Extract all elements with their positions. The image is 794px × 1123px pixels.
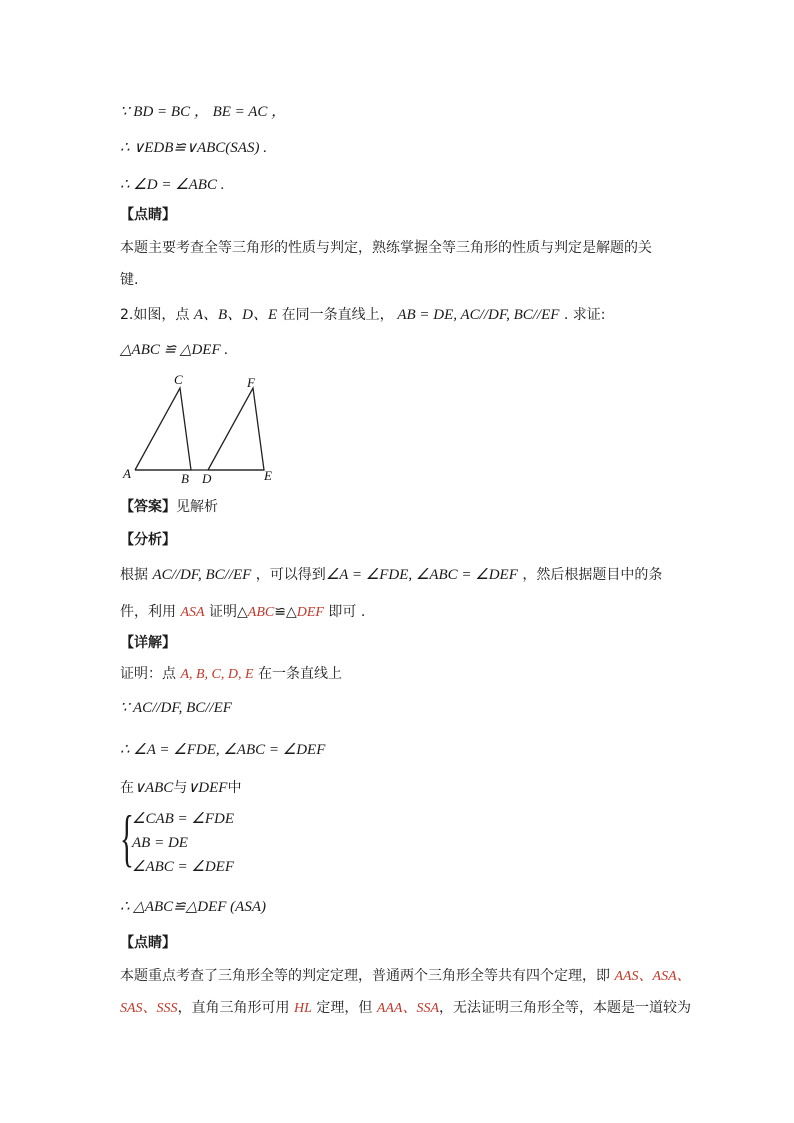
heading-dianjing-2: 【点睛】 <box>120 935 176 951</box>
line-proof-3: ∴ ∠A = ∠FDE, ∠ABC = ∠DEF <box>120 742 326 758</box>
analysis-done: 即可 . <box>323 604 366 620</box>
problem-points: A、B、D、E <box>193 307 278 323</box>
line-analysis-2 <box>120 602 365 623</box>
line-proof-conclusion: ∴ △ABC≌△DEF (ASA) <box>120 899 266 915</box>
line-analysis-1 <box>120 565 662 585</box>
summary-2-aaa-ssa: AAA、SSA <box>376 1001 440 1016</box>
answer-text: 见解析 <box>176 499 218 515</box>
analysis-def: DEF <box>296 605 324 620</box>
analysis-use: 件，利用 <box>120 604 181 620</box>
problem-prove: . 求证: <box>559 307 606 323</box>
line-proof-1 <box>120 664 342 685</box>
proof-in: 在 <box>120 780 134 796</box>
line-congruence-sas: ∴ ∨EDB≌∨ABC(SAS) . <box>120 140 267 156</box>
analysis-then: ，然后根据题目中的条 <box>517 567 663 583</box>
summary-2-sas-sss: SAS、SSS <box>120 1001 178 1016</box>
analysis-abc: ABC <box>247 605 275 620</box>
line-answer <box>120 497 218 517</box>
problem-intro: 2.如图，点 <box>120 307 194 323</box>
analysis-get: ，可以得到 <box>251 567 326 583</box>
line-summary-2-cont <box>120 998 691 1019</box>
analysis-cong: ≌△ <box>274 604 297 620</box>
label-c: C <box>174 372 183 387</box>
proof-collinear: 在一条直线上 <box>253 666 343 682</box>
problem-conditions: AB = DE, AC//DF, BC//EF <box>393 307 560 323</box>
system-brace: { <box>120 802 134 873</box>
proof-tri-def: ∨DEF <box>187 780 228 796</box>
proof-tri-abc: ∨ABC <box>134 780 174 796</box>
system-row-1: ∠CAB = ∠FDE <box>132 811 235 827</box>
proof-intro: 证明：点 <box>120 666 181 682</box>
triangle-abc <box>135 388 191 470</box>
line-angle-conclusion: ∴ ∠D = ∠ABC . <box>120 177 225 193</box>
heading-answer: 【答案】 <box>120 499 176 515</box>
label-b: B <box>181 471 189 486</box>
line-problem-2 <box>120 305 606 325</box>
heading-analysis: 【分析】 <box>120 532 176 548</box>
label-e: E <box>264 468 272 483</box>
problem-text: 在同一条直线上， <box>277 307 394 323</box>
summary-2-hl: HL <box>294 1001 312 1016</box>
summary-2-text: 本题重点考查了三角形全等的判定定理，普通两个三角形全等共有四个定理，即 <box>120 968 615 984</box>
line-summary-1-cont: 键. <box>120 272 139 288</box>
line-prove-target: △ABC ≌ △DEF . <box>120 342 229 358</box>
triangle-def <box>208 388 264 470</box>
line-proof-2: ∵ AC//DF, BC//EF <box>120 700 232 716</box>
summary-2-theorems: AAS、ASA、 <box>614 969 691 984</box>
line-summary-1: 本题主要考查全等三角形的性质与判定，熟练掌握全等三角形的性质与判定是解题的关 <box>120 240 652 256</box>
summary-2-right: ，直角三角形可用 <box>177 1000 295 1016</box>
proof-and: 与 <box>173 780 188 796</box>
triangle-figure <box>118 370 288 488</box>
analysis-parallel: AC//DF, BC//EF <box>152 567 252 583</box>
analysis-prove: 证明△ <box>204 604 248 620</box>
line-given-bd-bc: ∵ BD = BC ， BE = AC ， <box>120 104 287 120</box>
equation-system <box>120 802 320 878</box>
analysis-intro: 根据 <box>120 567 153 583</box>
label-d: D <box>202 471 212 486</box>
heading-detail: 【详解】 <box>120 635 176 651</box>
heading-dianjing-1: 【点睛】 <box>120 207 176 223</box>
line-proof-4 <box>120 778 241 798</box>
summary-2-but: 定理，但 <box>311 1000 377 1016</box>
proof-points: A, B, C, D, E <box>180 667 254 682</box>
line-summary-2 <box>120 966 691 987</box>
analysis-angles: ∠A = ∠FDE, ∠ABC = ∠DEF <box>325 567 518 583</box>
proof-within: 中 <box>227 780 242 796</box>
analysis-asa: ASA <box>180 605 205 620</box>
summary-2-end: ，无法证明三角形全等，本题是一道较为 <box>439 1000 692 1016</box>
label-a: A <box>123 466 131 481</box>
system-row-2: AB = DE <box>132 835 188 851</box>
system-row-3: ∠ABC = ∠DEF <box>132 859 235 875</box>
label-f: F <box>247 375 255 390</box>
